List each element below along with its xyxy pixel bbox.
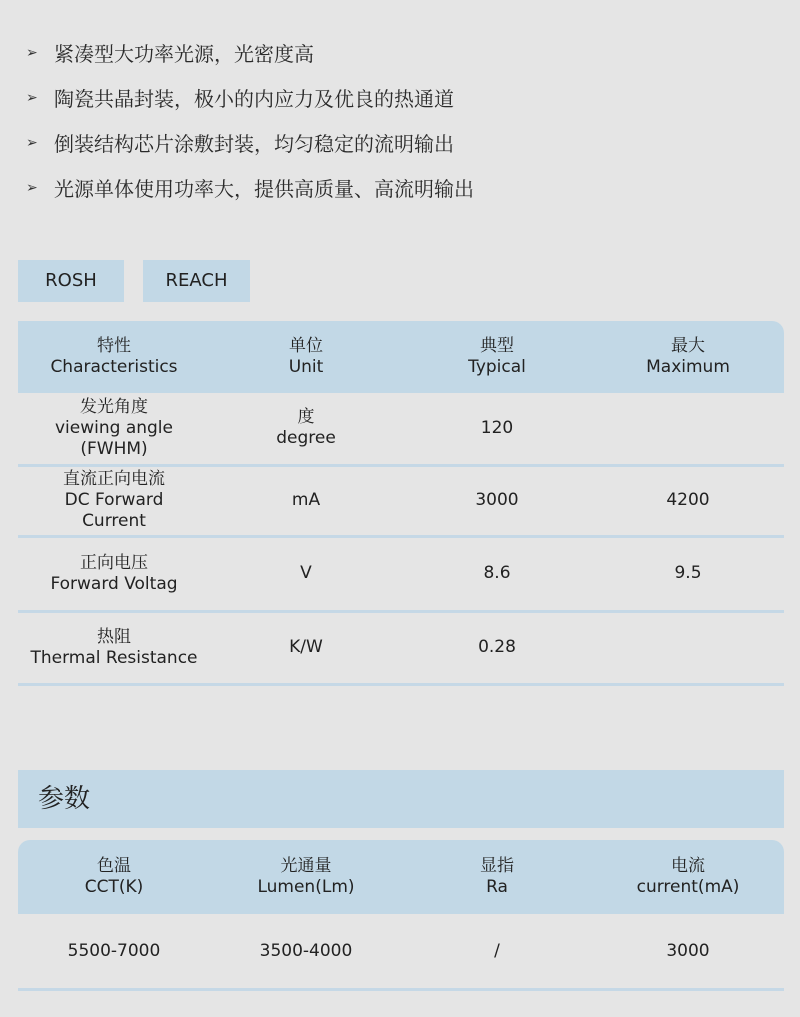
characteristic-cell: 直流正向电流 DC Forward Current [18, 465, 210, 536]
current-value: 3000 [592, 914, 784, 990]
feature-text: 光源单体使用功率大，提供高质量、高流明输出 [54, 177, 474, 201]
characteristic-cell: 热阻 Thermal Resistance [18, 611, 210, 684]
unit-cell: mA [210, 465, 402, 536]
table-row [18, 393, 784, 465]
feature-text: 紧凑型大功率光源，光密度高 [54, 42, 314, 66]
unit-cell: K/W [210, 611, 402, 684]
feature-text: 倒装结构芯片涂敷封装，均匀稳定的流明输出 [54, 132, 454, 156]
maximum-cell [592, 611, 784, 684]
header-current: 电流 current(mA) [636, 856, 740, 897]
feature-item [26, 75, 474, 120]
feature-item [26, 30, 474, 75]
arrow-bullet-icon: ➢ [26, 44, 38, 61]
certification-badges [18, 260, 250, 302]
rosh-badge: ROSH [18, 260, 124, 302]
header-typical: 典型 Typical [468, 336, 526, 377]
arrow-bullet-icon: ➢ [26, 134, 38, 151]
feature-item [26, 165, 474, 210]
typical-cell: 120 [402, 393, 592, 465]
typical-cell: 8.6 [402, 536, 592, 611]
characteristic-cell: 发光角度 viewing angle (FWHM) [18, 393, 210, 465]
cct-value: 5500-7000 [18, 914, 210, 990]
arrow-bullet-icon: ➢ [26, 89, 38, 106]
params-section-title: 参数 [18, 770, 784, 828]
table-row [18, 914, 784, 990]
table-row [18, 536, 784, 611]
params-table [18, 840, 784, 991]
feature-text: 陶瓷共晶封装，极小的内应力及优良的热通道 [54, 87, 454, 111]
unit-cell: V [210, 536, 402, 611]
header-lumen: 光通量 Lumen(Lm) [257, 856, 355, 897]
arrow-bullet-icon: ➢ [26, 179, 38, 196]
typical-cell: 3000 [402, 465, 592, 536]
lumen-value: 3500-4000 [210, 914, 402, 990]
ra-value: / [402, 914, 592, 990]
header-unit: 单位 Unit [288, 336, 324, 377]
params-header-row [18, 840, 784, 914]
maximum-cell: 9.5 [592, 536, 784, 611]
unit-cell: 度 degree [210, 393, 402, 465]
table-row [18, 611, 784, 684]
typical-cell: 0.28 [402, 611, 592, 684]
feature-item [26, 120, 474, 165]
characteristic-cell: 正向电压 Forward Voltag [18, 536, 210, 611]
feature-list [26, 30, 474, 210]
table-row [18, 465, 784, 536]
spec-header-row [18, 321, 784, 393]
header-maximum: 最大 Maximum [646, 336, 730, 377]
header-ra: 显指 Ra [480, 856, 514, 897]
maximum-cell [592, 393, 784, 465]
spec-table [18, 321, 784, 686]
header-cct: 色温 CCT(K) [84, 856, 144, 897]
reach-badge: REACH [143, 260, 250, 302]
maximum-cell: 4200 [592, 465, 784, 536]
header-characteristics: 特性 Characteristics [50, 336, 178, 377]
